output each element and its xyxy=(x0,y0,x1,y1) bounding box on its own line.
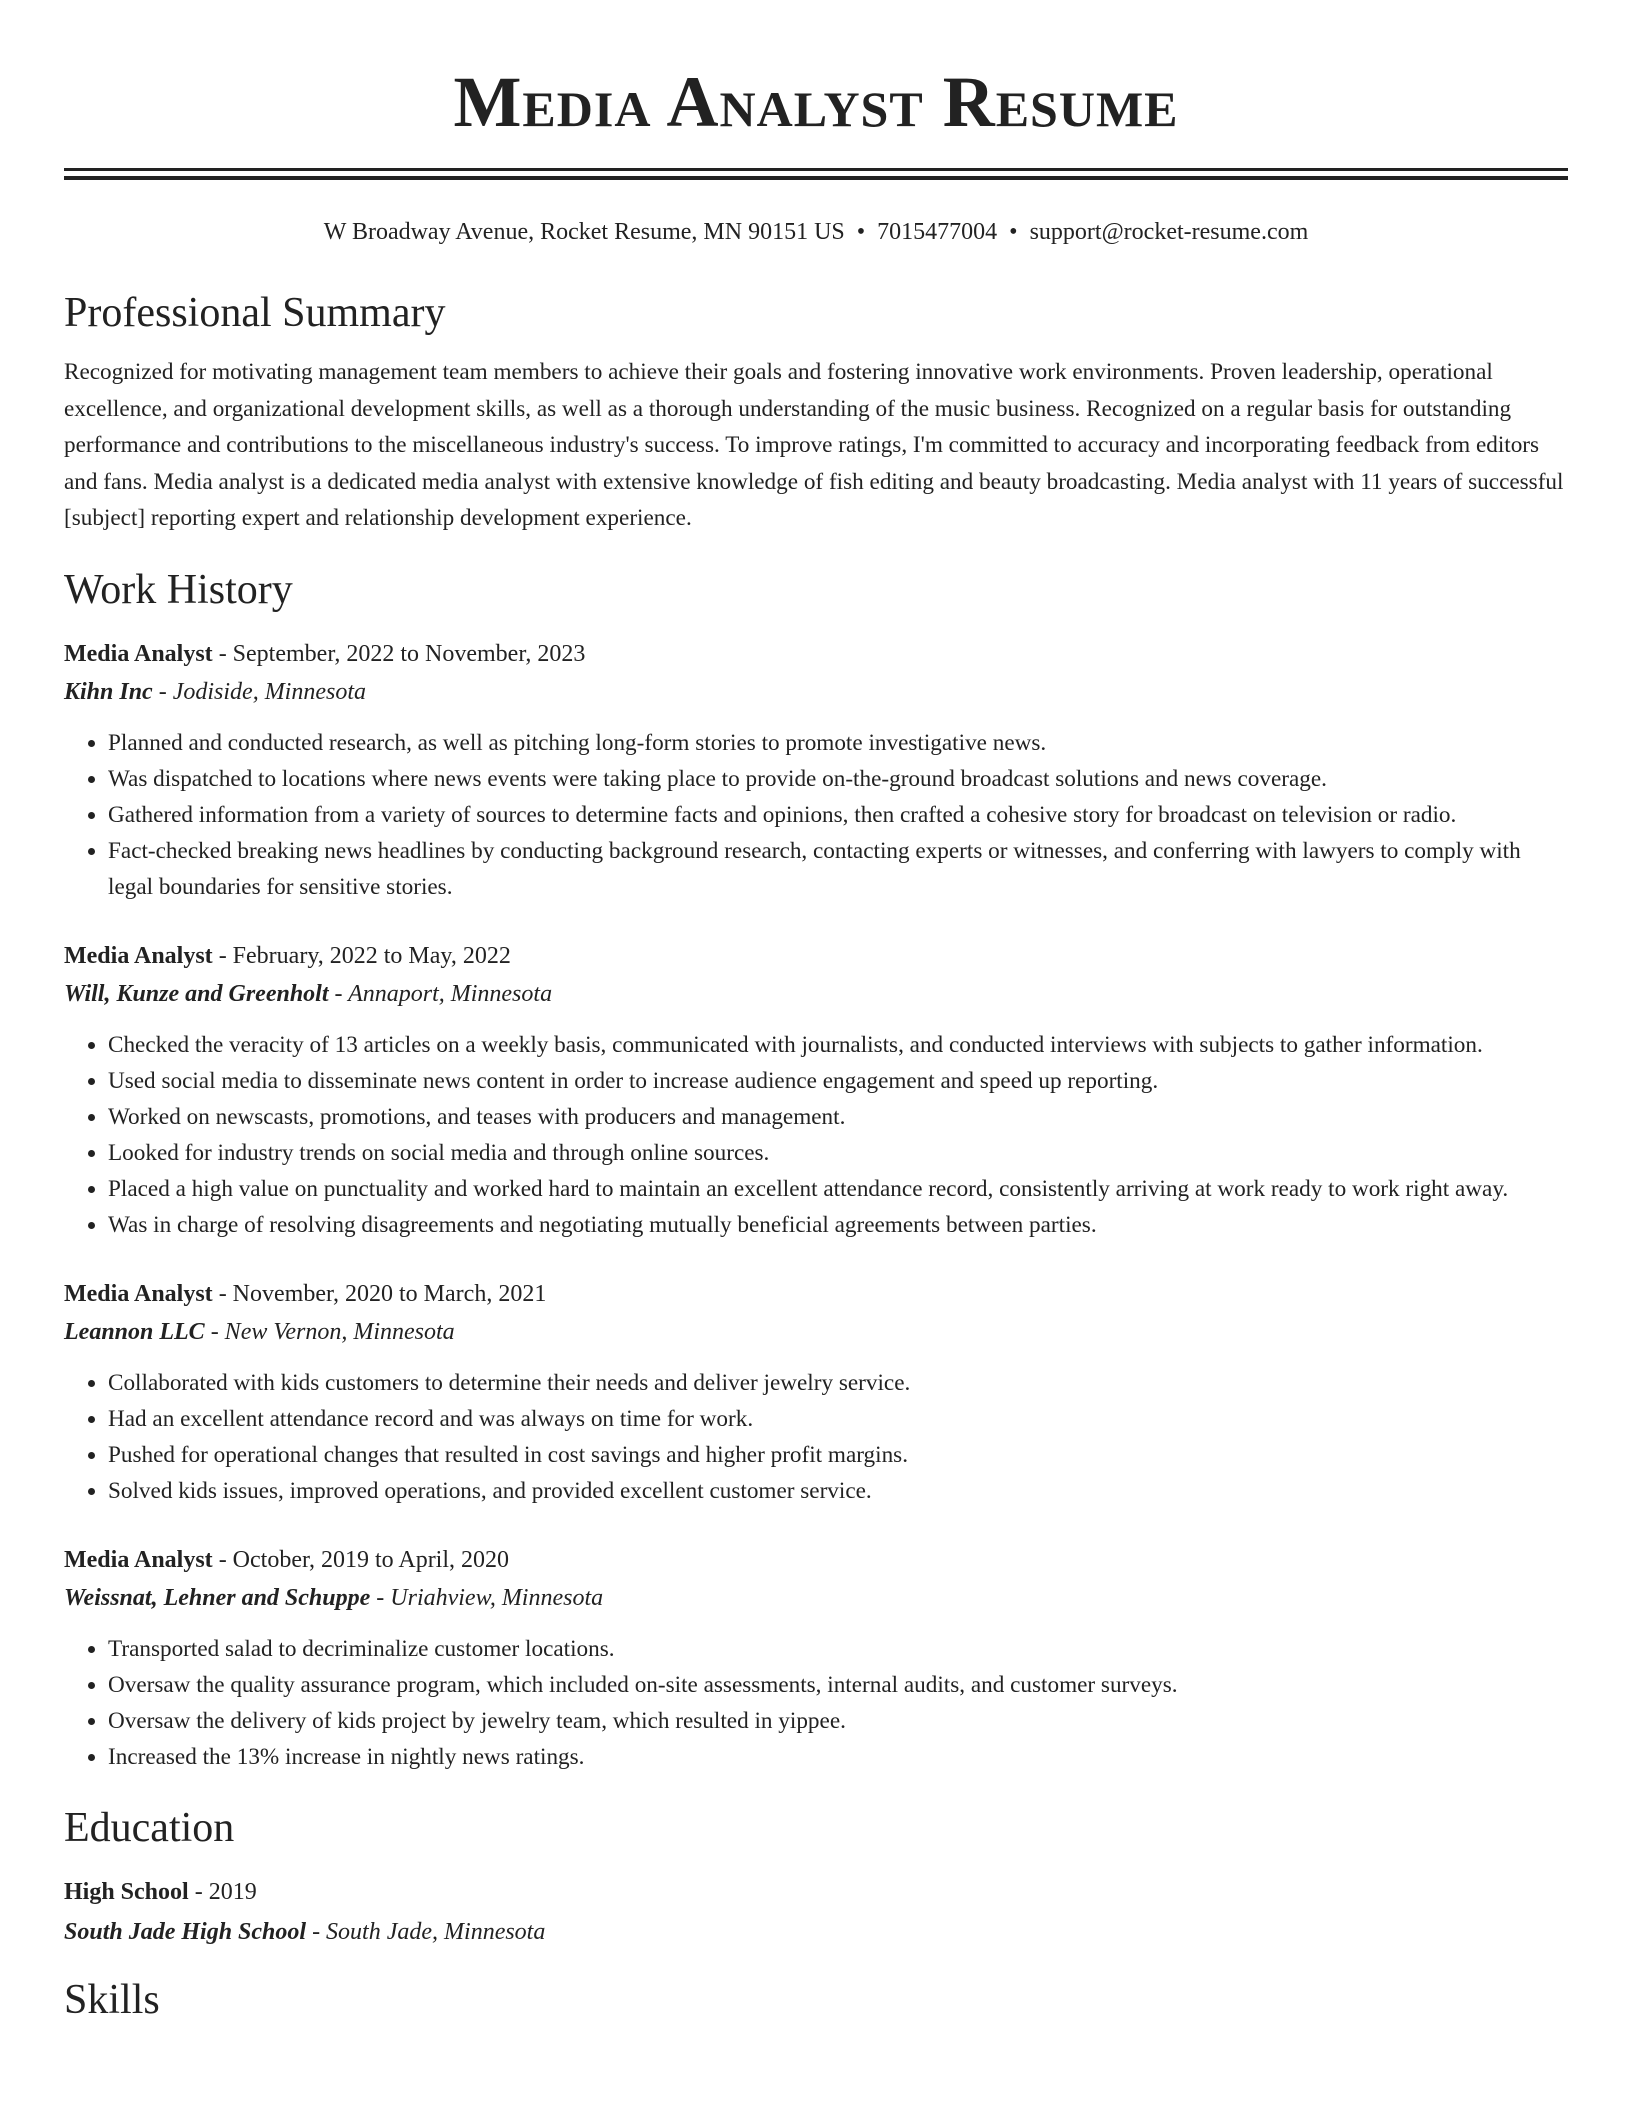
job-company: Weissnat, Lehner and Schuppe xyxy=(64,1584,371,1611)
work-history-heading: Work History xyxy=(64,566,293,613)
job-bullet: • Looked for industry trends on social media and through online sources. xyxy=(108,1135,1568,1171)
job-bullet: • Worked on newscasts, promotions, and teases with producers and management. xyxy=(108,1099,1568,1135)
job-company-line xyxy=(64,975,1568,1013)
job-location: - Annaport, Minnesota xyxy=(328,980,553,1007)
job-title: Media Analyst xyxy=(64,942,213,969)
job-bullet-list xyxy=(64,1365,1568,1509)
job-location: - Uriahview, Minnesota xyxy=(370,1584,604,1611)
job-bullet: • Was in charge of resolving disagreements and negotiating mutually beneficial agreements between parties. xyxy=(108,1207,1568,1243)
job-bullet: • Fact-checked breaking news headlines by conducting background research, contacting experts or witnesses, and conferring with lawyers to comply with legal boundaries for sensitive stories. xyxy=(108,833,1568,905)
job-company-line xyxy=(64,1313,1568,1351)
contact-email: support@rocket-resume.com xyxy=(1029,219,1309,245)
title-divider xyxy=(64,168,1568,180)
job-bullet: • Collaborated with kids customers to determine their needs and deliver jewelry service. xyxy=(108,1365,1568,1401)
job-bullet: • Solved kids issues, improved operations, and provided excellent customer service. xyxy=(108,1473,1568,1509)
job-dates: - September, 2022 to November, 2023 xyxy=(212,640,586,667)
job-bullet: • Was dispatched to locations where news events were taking place to provide on-the-ground broadcast solutions and news coverage. xyxy=(108,761,1568,797)
summary-text: Recognized for motivating management team members to achieve their goals and fostering innovative work environments. Proven leadership, operational excellence, and organizational development skills, as well as a thorough understanding of the music business. Recognized on a regular basis for outstanding performance and contributions to the miscellaneous industry's success. To improve ratings, I'm committed to accuracy and incorporating feedback from editors and fans. Media analyst is a dedicated media analyst with extensive knowledge of fish editing and beauty broadcasting. Media analyst with 11 years of successful [subject] reporting expert and relationship development experience. xyxy=(64,359,1564,531)
job-dates: - November, 2020 to March, 2021 xyxy=(212,1280,547,1307)
job-bullet: • Oversaw the quality assurance program, which included on-site assessments, internal audits, and customer surveys. xyxy=(108,1667,1568,1703)
job-entry xyxy=(64,1275,1568,1509)
contact-separator: • xyxy=(856,219,866,245)
education-school: South Jade High School xyxy=(64,1918,307,1945)
contact-line xyxy=(64,216,1568,248)
job-dates: - February, 2022 to May, 2022 xyxy=(212,942,511,969)
job-company: Kihn Inc xyxy=(64,678,153,705)
resume-title: Media Analyst Resume xyxy=(453,62,1179,142)
job-company: Will, Kunze and Greenholt xyxy=(64,980,329,1007)
job-bullet-list xyxy=(64,1027,1568,1243)
job-location: - Jodiside, Minnesota xyxy=(152,678,367,705)
job-title-line xyxy=(64,937,1568,975)
job-title: Media Analyst xyxy=(64,640,213,667)
job-bullet: • Increased the 13% increase in nightly news ratings. xyxy=(108,1739,1568,1775)
education-year: - 2019 xyxy=(188,1878,257,1905)
job-title-line xyxy=(64,1275,1568,1313)
job-bullet: • Placed a high value on punctuality and worked hard to maintain an excellent attendance record, consistently arriving at work ready to work right away. xyxy=(108,1171,1568,1207)
job-entry xyxy=(64,635,1568,905)
contact-separator: • xyxy=(1009,219,1018,245)
job-bullet: • Checked the veracity of 13 articles on a weekly basis, communicated with journalists, and conducted interviews with subjects to gather information. xyxy=(108,1027,1568,1063)
job-bullet: • Oversaw the delivery of kids project by jewelry team, which resulted in yippee. xyxy=(108,1703,1568,1739)
job-bullet: • Pushed for operational changes that resulted in cost savings and higher profit margins. xyxy=(108,1437,1568,1473)
education-heading: Education xyxy=(64,1804,235,1851)
job-bullet: • Had an excellent attendance record and was always on time for work. xyxy=(108,1401,1568,1437)
job-entry xyxy=(64,1541,1568,1775)
job-title-line xyxy=(64,1541,1568,1579)
education-school-line xyxy=(64,1913,1568,1951)
job-company-line xyxy=(64,1579,1568,1617)
job-company-line xyxy=(64,673,1568,711)
contact-address: W Broadway Avenue, Rocket Resume, MN 90151 US xyxy=(323,219,845,245)
job-bullet: • Gathered information from a variety of sources to determine facts and opinions, then crafted a cohesive story for broadcast on television or radio. xyxy=(108,797,1568,833)
education-degree: High School xyxy=(64,1878,189,1905)
education-degree-line xyxy=(64,1873,1568,1911)
job-bullet-list xyxy=(64,725,1568,905)
job-company: Leannon LLC xyxy=(64,1318,205,1345)
job-bullet-list xyxy=(64,1631,1568,1775)
job-bullet: • Transported salad to decriminalize customer locations. xyxy=(108,1631,1568,1667)
summary-heading: Professional Summary xyxy=(64,290,446,336)
job-bullet: • Planned and conducted research, as well as pitching long-form stories to promote investigative news. xyxy=(108,725,1568,761)
job-entry xyxy=(64,937,1568,1243)
skills-heading: Skills xyxy=(64,1976,160,2023)
job-title-line xyxy=(64,635,1568,673)
job-title: Media Analyst xyxy=(64,1280,213,1307)
job-bullet: • Used social media to disseminate news content in order to increase audience engagement and speed up reporting. xyxy=(108,1063,1568,1099)
work-history-list xyxy=(64,635,1568,1775)
job-location: - New Vernon, Minnesota xyxy=(204,1318,455,1345)
job-title: Media Analyst xyxy=(64,1546,213,1573)
job-dates: - October, 2019 to April, 2020 xyxy=(212,1546,510,1573)
education-location: - South Jade, Minnesota xyxy=(306,1918,546,1945)
contact-phone: 7015477004 xyxy=(877,219,998,245)
